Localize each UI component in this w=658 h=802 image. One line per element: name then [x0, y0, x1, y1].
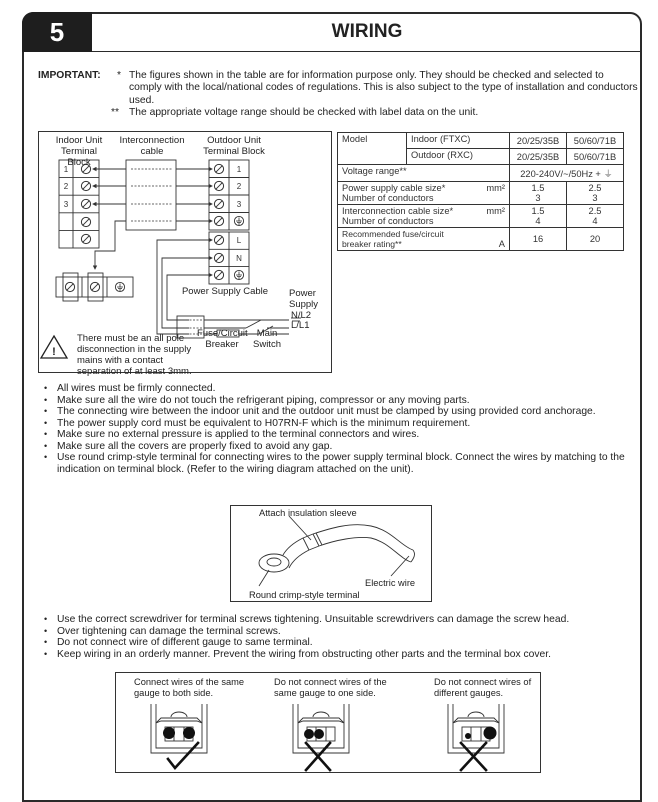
wiring-diagram [38, 131, 332, 377]
row-unit: mm² [474, 182, 510, 205]
row-label2: breaker rating** [342, 239, 402, 249]
electric-wire-label: Electric wire [365, 578, 416, 588]
list-item: • Make sure all the covers are properly fixed to avoid any gap. [40, 441, 630, 453]
list-item: • Use round crimp-style terminal for connecting wires to the power supply terminal block. Connect the wires by matching to the indication on terminal block. (Refer to the wiring diagram attached on the unit). [40, 452, 630, 475]
fuse-label: Fuse/Circuit Breaker [197, 328, 248, 350]
note1-text: The figures shown in the table are for information purpose only. They should be checked and selected to comply with the local/national codes of regulations. This is also subject to the type of installation and conductors used. [129, 70, 638, 106]
caption-ok: Connect wires of the same gauge to both side. [134, 677, 245, 698]
cell-value: 3 [592, 193, 598, 203]
row-label2: Number of conductors [342, 193, 434, 203]
indoor-model-label: Indoor (FTXC) [407, 133, 510, 149]
main-switch-label: Main Switch [253, 328, 281, 350]
power-supply-cable-label: Power Supply Cable [181, 286, 269, 297]
checkmark-icon [168, 743, 198, 768]
spec-table [337, 132, 624, 251]
l-l1-label: L/L1 [291, 320, 310, 331]
svg-text:L: L [236, 236, 242, 245]
note1-marker: * [117, 70, 122, 81]
model-label: Model [338, 133, 407, 165]
list-item: • Make sure no external pressure is applied to the terminal connectors and wires. [40, 429, 630, 441]
row-label: Interconnection cable size* [342, 206, 454, 216]
voltage-label: Voltage range** [338, 165, 510, 182]
svg-text:2: 2 [63, 182, 69, 191]
gauge-illustrations [116, 673, 542, 774]
note2-marker: ** [111, 107, 120, 118]
cell-value: 16 [510, 228, 567, 251]
terminal-ok-icon [151, 704, 207, 753]
table-row [338, 182, 624, 205]
list-item: • Use the correct screwdriver for terminal screws tightening. Unsuitable screwdrivers can damage the screw head. [40, 614, 640, 626]
svg-text:3: 3 [63, 200, 69, 209]
outdoor-terminal-label: Outdoor Unit Terminal Block [203, 135, 265, 157]
cell-value: 4 [592, 216, 598, 226]
list-item: • Do not connect wire of different gauge to same terminal. [40, 637, 640, 649]
cell-value: 2.5 [588, 183, 602, 193]
crimp-terminal-label: Round crimp-style terminal [249, 590, 360, 600]
caption-bad-different-gauges: Do not connect wires of different gauges. [434, 677, 532, 698]
table-row [338, 228, 624, 251]
screw-instructions-list [40, 614, 640, 660]
section-number: 5 [22, 12, 92, 52]
important-label: IMPORTANT: [38, 70, 101, 81]
note2-text: The appropriate voltage range should be checked with label data on the unit. [129, 107, 479, 118]
row-label2: Number of conductors [342, 216, 434, 226]
row-unit: mm² [474, 205, 510, 228]
cell-value: 2.5 [588, 206, 602, 216]
list-item: • The power supply cord must be equivalent to H07RN-F which is the minimum requirement. [40, 418, 630, 430]
sleeve-label: Attach insulation sleeve [259, 508, 357, 518]
svg-text:N: N [236, 254, 242, 263]
svg-text:!: ! [52, 346, 56, 358]
wire-gauge-figure [115, 672, 541, 773]
outdoor-col2: 50/60/71B [567, 149, 624, 165]
power-supply-label: Power Supply [289, 288, 319, 310]
terminal-bad-different-gauge-icon [448, 704, 504, 753]
list-item: • All wires must be firmly connected. [40, 383, 630, 395]
svg-text:2: 2 [236, 182, 242, 191]
interconnection-label: Interconnection cable [119, 135, 185, 157]
indoor-col1: 20/25/35B [510, 133, 567, 149]
voltage-value: 220-240V/~/50Hz + ⏚ [510, 165, 624, 182]
list-item: • Make sure all the wire do not touch the refrigerant piping, compressor or any moving parts. [40, 395, 630, 407]
cell-value: 3 [535, 193, 541, 203]
indoor-terminal-label: Indoor Unit Terminal Block [55, 135, 103, 168]
svg-text:1: 1 [236, 165, 242, 174]
n-l2-label: N/L2 [291, 310, 312, 321]
outdoor-col1: 20/25/35B [510, 149, 567, 165]
outdoor-model-label: Outdoor (RXC) [407, 149, 510, 165]
cell-value: 4 [535, 216, 541, 226]
list-item: • Over tightening can damage the terminal screws. [40, 626, 640, 638]
wiring-instructions-list [40, 383, 630, 475]
row-label: Recommended fuse/circuit [342, 229, 444, 239]
list-item: • The connecting wire between the indoor unit and the outdoor unit must be clamped by using provided cord anchorage. [40, 406, 630, 418]
cell-value: 1.5 [531, 183, 545, 193]
caption-bad-one-side: Do not connect wires of the same gauge to one side. [274, 677, 387, 698]
indoor-col2: 50/60/71B [567, 133, 624, 149]
row-label: Power supply cable size* [342, 183, 446, 193]
terminal-bad-one-side-icon [293, 704, 349, 753]
cell-value: 20 [567, 228, 624, 251]
row-unit: A [474, 228, 510, 251]
svg-text:3: 3 [236, 200, 242, 209]
warning-triangle-icon [41, 336, 67, 358]
section-title: WIRING [331, 21, 403, 42]
table-row [338, 205, 624, 228]
cell-value: 1.5 [531, 206, 545, 216]
svg-text:1: 1 [63, 165, 69, 174]
disconnection-warning: There must be an all pole disconnection in the supply mains with a contact separation of at least 3mm. [77, 333, 192, 377]
list-item: • Keep wiring in an orderly manner. Prevent the wiring from obstructing other parts and the terminal box cover. [40, 649, 640, 661]
crimp-terminal-figure [230, 505, 432, 602]
